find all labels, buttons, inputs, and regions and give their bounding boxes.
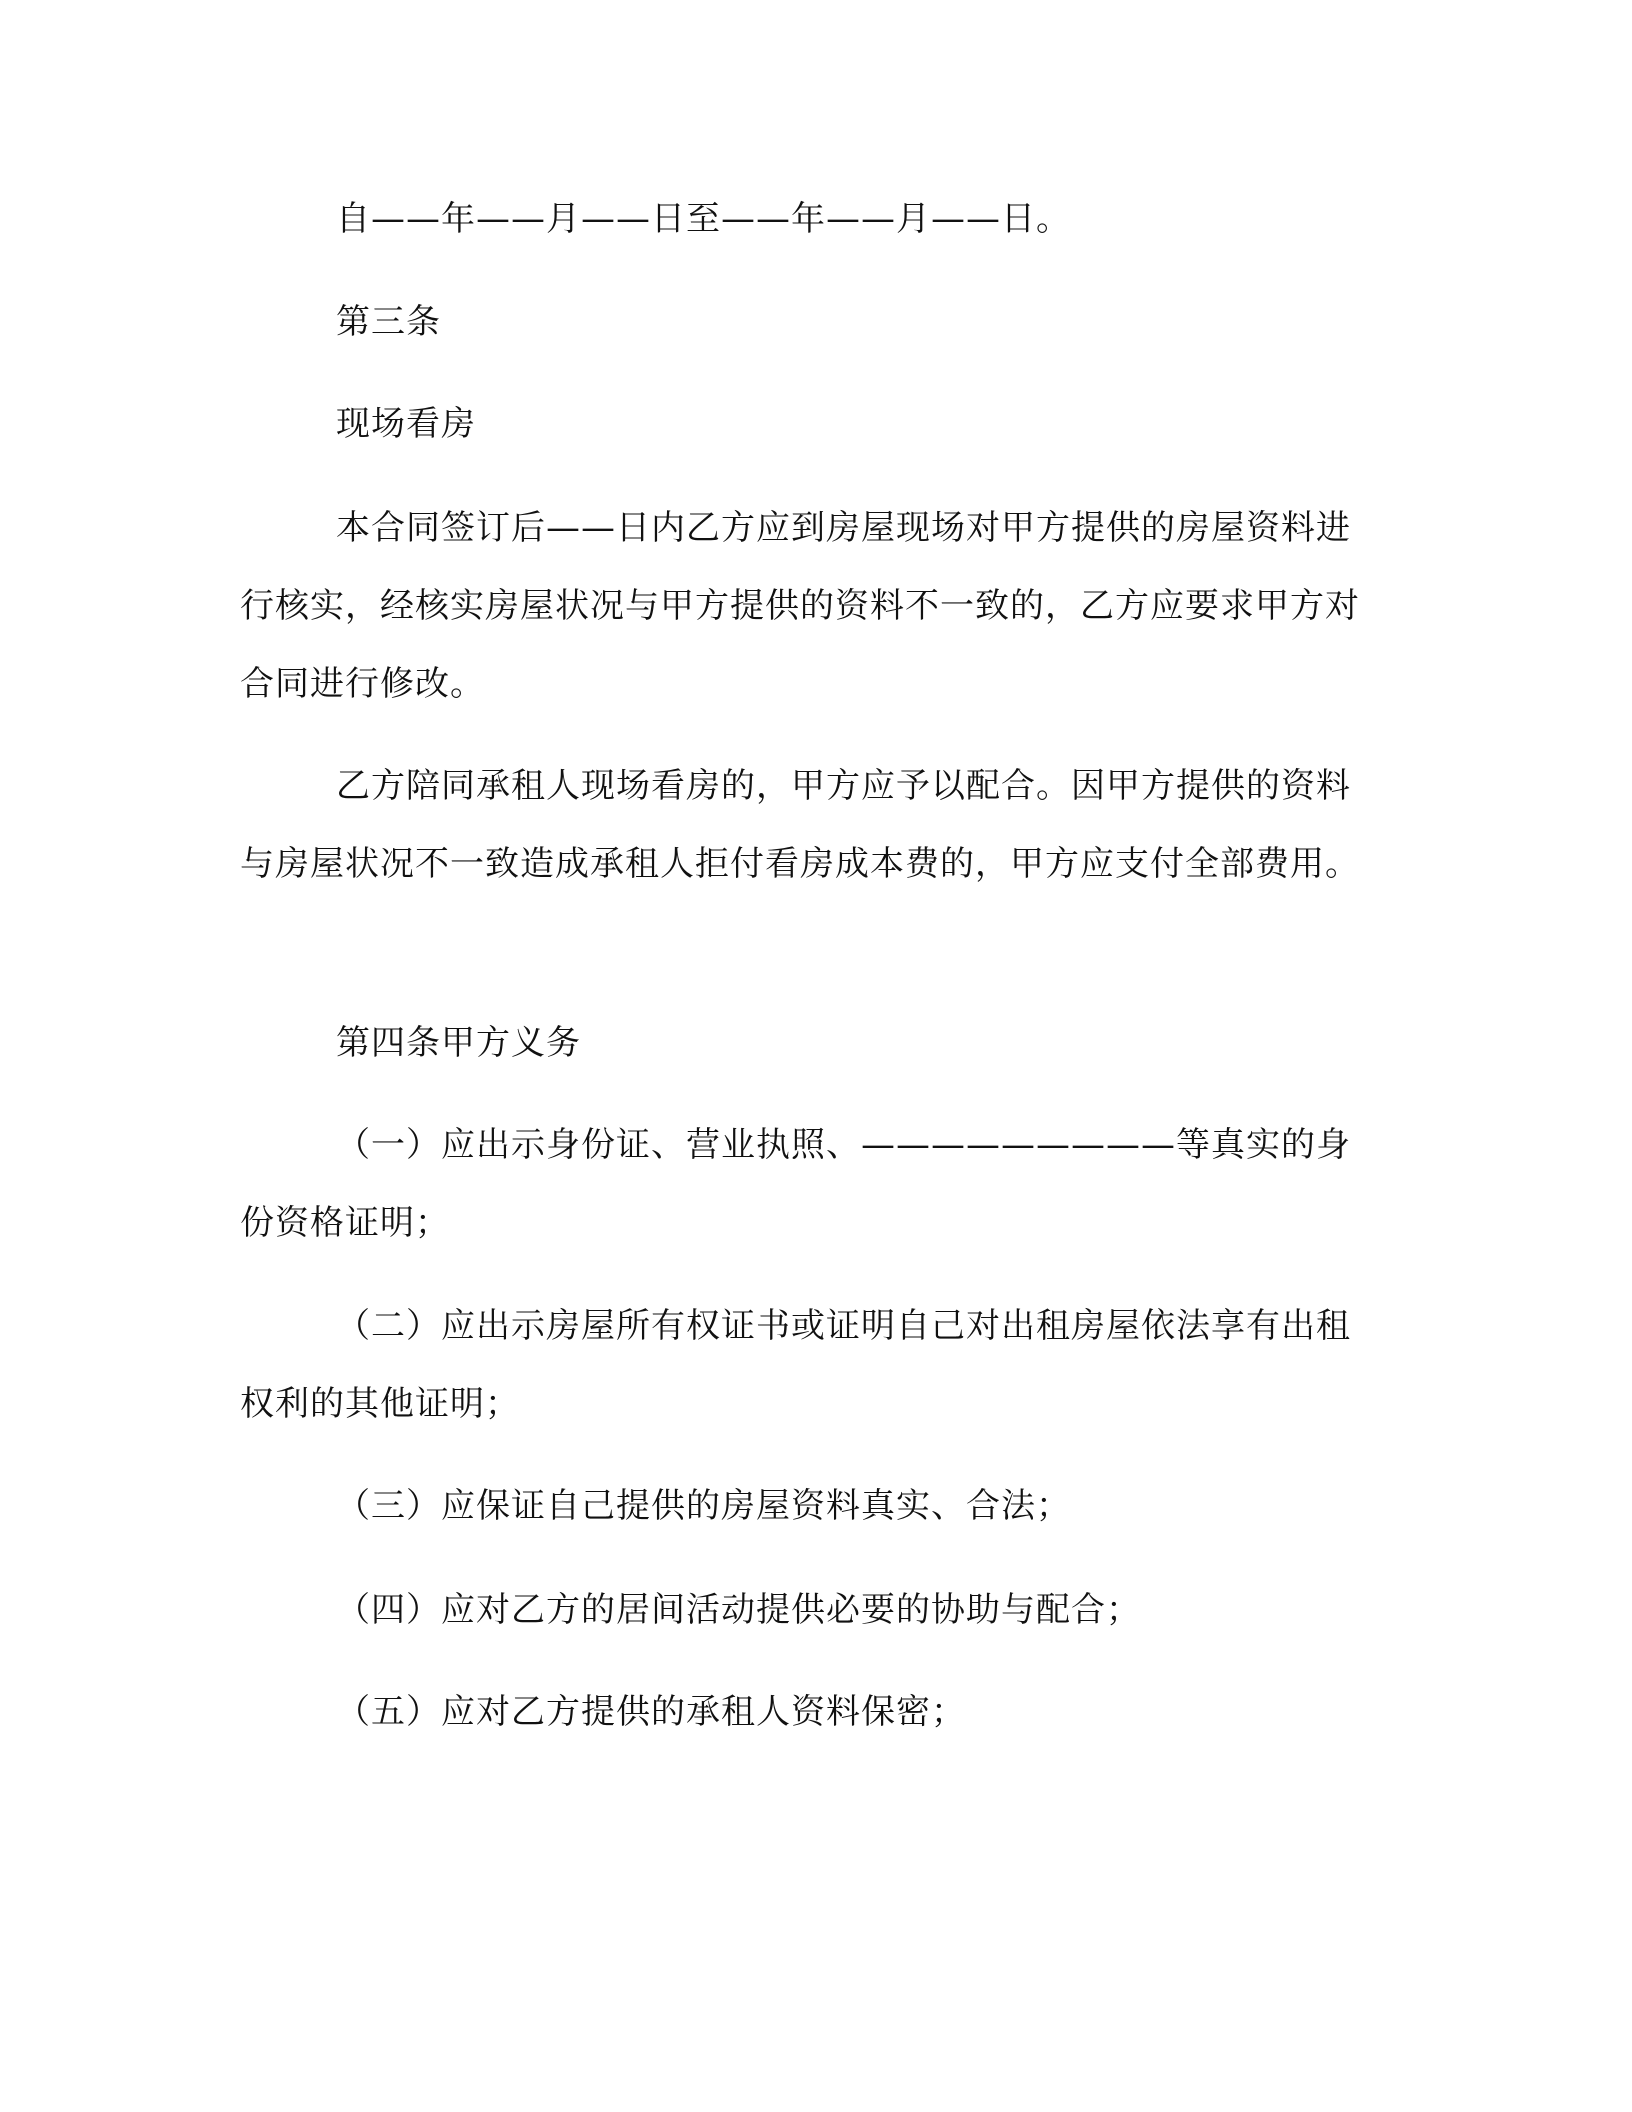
obligation-item-4: （四）应对乙方的居间活动提供必要的协助与配合；: [336, 1590, 1141, 1630]
site-viewing-heading: 现场看房: [336, 404, 476, 444]
obligation-item-3: （三）应保证自己提供的房屋资料真实、合法；: [336, 1486, 1071, 1526]
obligation-item-1: （一）应出示身份证、营业执照、—————————等真实的身份资格证明；: [240, 1125, 1351, 1243]
viewing-cooperation-paragraph: 乙方陪同承租人现场看房的，甲方应予以配合。因甲方提供的资料与房屋状况不一致造成承租人拒付看房成本费的，甲方应支付全部费用。: [240, 766, 1360, 884]
article-four-heading: 第四条甲方义务: [336, 1023, 581, 1063]
article-three-heading: 第三条: [336, 302, 441, 342]
obligation-item-2: （二）应出示房屋所有权证书或证明自己对出租房屋依法享有出租权利的其他证明；: [240, 1306, 1351, 1424]
obligation-item-5: （五）应对乙方提供的承租人资料保密；: [336, 1692, 966, 1732]
verification-paragraph: 本合同签订后——日内乙方应到房屋现场对甲方提供的房屋资料进行核实，经核实房屋状况与甲方提供的资料不一致的，乙方应要求甲方对合同进行修改。: [240, 508, 1360, 704]
date-range-line: 自——年——月——日至——年——月——日。: [336, 199, 1071, 239]
